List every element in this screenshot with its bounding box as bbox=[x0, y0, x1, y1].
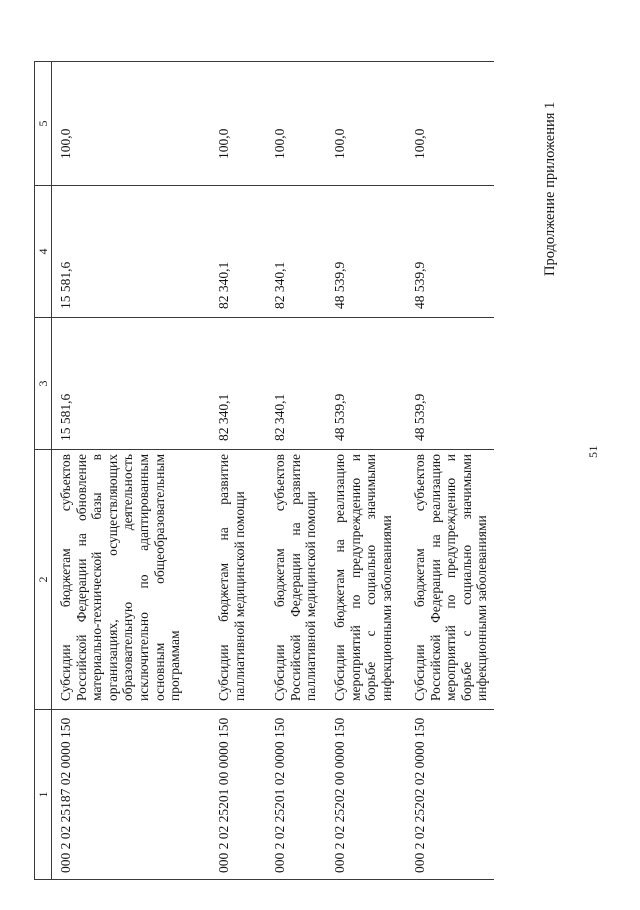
budget-code: 000 2 02 25202 00 0000 150 bbox=[332, 710, 412, 880]
row-description: Субсидии бюджетам на развитие паллиативной медицинской помощи bbox=[216, 450, 272, 710]
budget-table bbox=[34, 61, 494, 880]
value-col-4: 82 340,1 bbox=[216, 186, 272, 318]
value-col-5: 100,0 bbox=[412, 62, 494, 186]
row-description: Субсидии бюджетам субъектов Российской Федерации на обновление материально-технической базы в организациях, осуществляющих образовательную деятельность исключительно по адаптированным основным общеобразовательным программам bbox=[52, 450, 217, 710]
budget-code: 000 2 02 25201 00 0000 150 bbox=[216, 710, 272, 880]
header-col-4: 4 bbox=[35, 186, 52, 318]
row-description: Субсидии бюджетам субъектов Российской Федерации на реализацию мероприятий по предупреждению и борьбе с социально значимыми инфекционными заболеваниями bbox=[412, 450, 494, 710]
row-description: Субсидии бюджетам субъектов Российской Федерации на развитие паллиативной медицинской помощи bbox=[272, 450, 332, 710]
table-row bbox=[52, 62, 217, 880]
value-col-4: 48 539,9 bbox=[412, 186, 494, 318]
value-col-3: 82 340,1 bbox=[216, 318, 272, 450]
value-col-4: 82 340,1 bbox=[272, 186, 332, 318]
budget-code: 000 2 02 25187 02 0000 150 bbox=[52, 710, 217, 880]
value-col-3: 48 539,9 bbox=[412, 318, 494, 450]
table-row bbox=[216, 62, 272, 880]
value-col-3: 15 581,6 bbox=[52, 318, 217, 450]
rotated-page-content bbox=[26, 24, 626, 884]
row-description: Субсидии бюджетам на реализацию мероприятий по предупреждению и борьбе с социально значимыми инфекционными заболеваниями bbox=[332, 450, 412, 710]
page-number: 51 bbox=[586, 445, 600, 458]
header-col-3: 3 bbox=[35, 318, 52, 450]
value-col-5: 100,0 bbox=[272, 62, 332, 186]
header-col-5: 5 bbox=[35, 62, 52, 186]
table-row bbox=[412, 62, 494, 880]
value-col-4: 15 581,6 bbox=[52, 186, 217, 318]
value-col-3: 48 539,9 bbox=[332, 318, 412, 450]
value-col-5: 100,0 bbox=[52, 62, 217, 186]
value-col-5: 100,0 bbox=[216, 62, 272, 186]
value-col-3: 82 340,1 bbox=[272, 318, 332, 450]
budget-code: 000 2 02 25202 02 0000 150 bbox=[412, 710, 494, 880]
table-row bbox=[272, 62, 332, 880]
budget-code: 000 2 02 25201 02 0000 150 bbox=[272, 710, 332, 880]
value-col-4: 48 539,9 bbox=[332, 186, 412, 318]
header-col-1: 1 bbox=[35, 710, 52, 880]
table-header-row bbox=[35, 62, 52, 880]
continuation-label: Продолжение приложения 1 bbox=[542, 101, 558, 276]
value-col-5: 100,0 bbox=[332, 62, 412, 186]
header-col-2: 2 bbox=[35, 450, 52, 710]
table-row bbox=[332, 62, 412, 880]
